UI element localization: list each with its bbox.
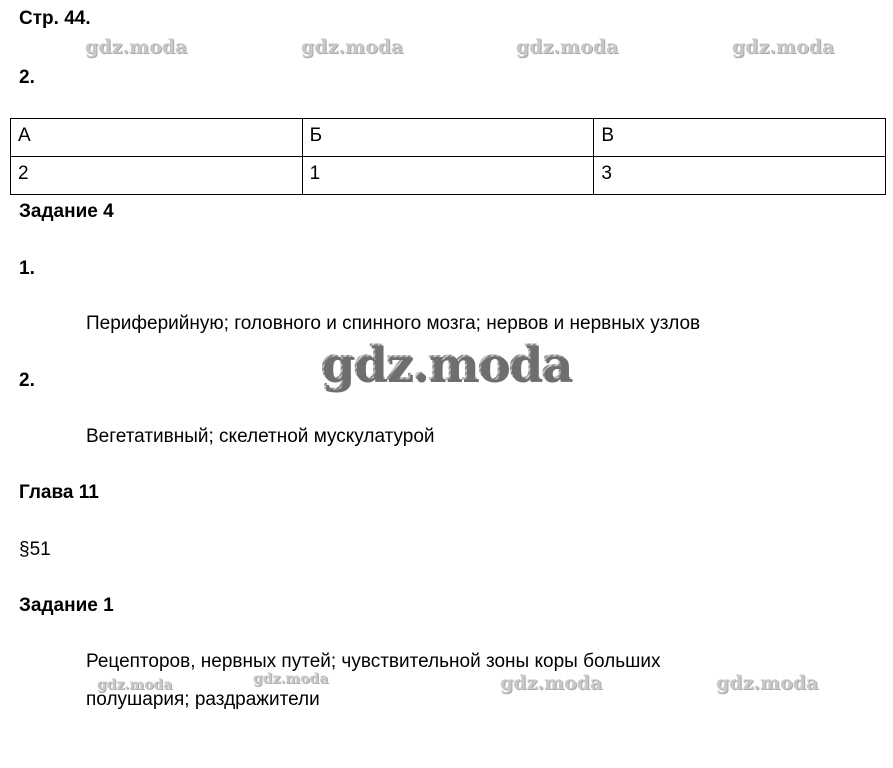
watermark-text: gdz.moda xyxy=(301,36,404,58)
watermark-text: gdz.moda xyxy=(516,36,619,58)
table-value-cell: 1 xyxy=(302,157,594,195)
item-number: 2. xyxy=(19,370,35,391)
table-value-cell: 3 xyxy=(594,157,886,195)
chapter-heading: Глава 11 xyxy=(19,482,99,503)
watermark-text-large: gdz.moda xyxy=(320,336,571,392)
section-heading: §51 xyxy=(19,539,51,560)
table-value-cell: 2 xyxy=(11,157,303,195)
watermark-text: gdz.moda xyxy=(732,36,835,58)
answer-text: полушария; раздражители xyxy=(86,689,320,710)
watermark-text: gdz.moda xyxy=(97,677,173,693)
task-number: 2. xyxy=(19,67,35,88)
page-title: Стр. 44. xyxy=(19,8,91,29)
answer-text: Рецепторов, нервных путей; чувствительной зоны коры больших xyxy=(86,651,661,672)
item-number: 1. xyxy=(19,258,35,279)
task-heading: Задание 1 xyxy=(19,595,114,616)
table-header-cell: В xyxy=(594,119,886,157)
table-header-cell: А xyxy=(11,119,303,157)
watermark-text: gdz.moda xyxy=(85,36,188,58)
table-row xyxy=(11,157,886,195)
answer-text: Вегетативный; скелетной мускулатурой xyxy=(86,426,435,447)
table-row xyxy=(11,119,886,157)
watermark-text: gdz.moda xyxy=(716,672,819,694)
watermark-text: gdz.moda xyxy=(253,671,329,687)
task-heading: Задание 4 xyxy=(19,201,114,222)
answer-text: Периферийную; головного и спинного мозга; нервов и нервных узлов xyxy=(86,313,701,334)
watermark-text: gdz.moda xyxy=(500,672,603,694)
table-header-cell: Б xyxy=(302,119,594,157)
answer-table xyxy=(10,118,886,195)
